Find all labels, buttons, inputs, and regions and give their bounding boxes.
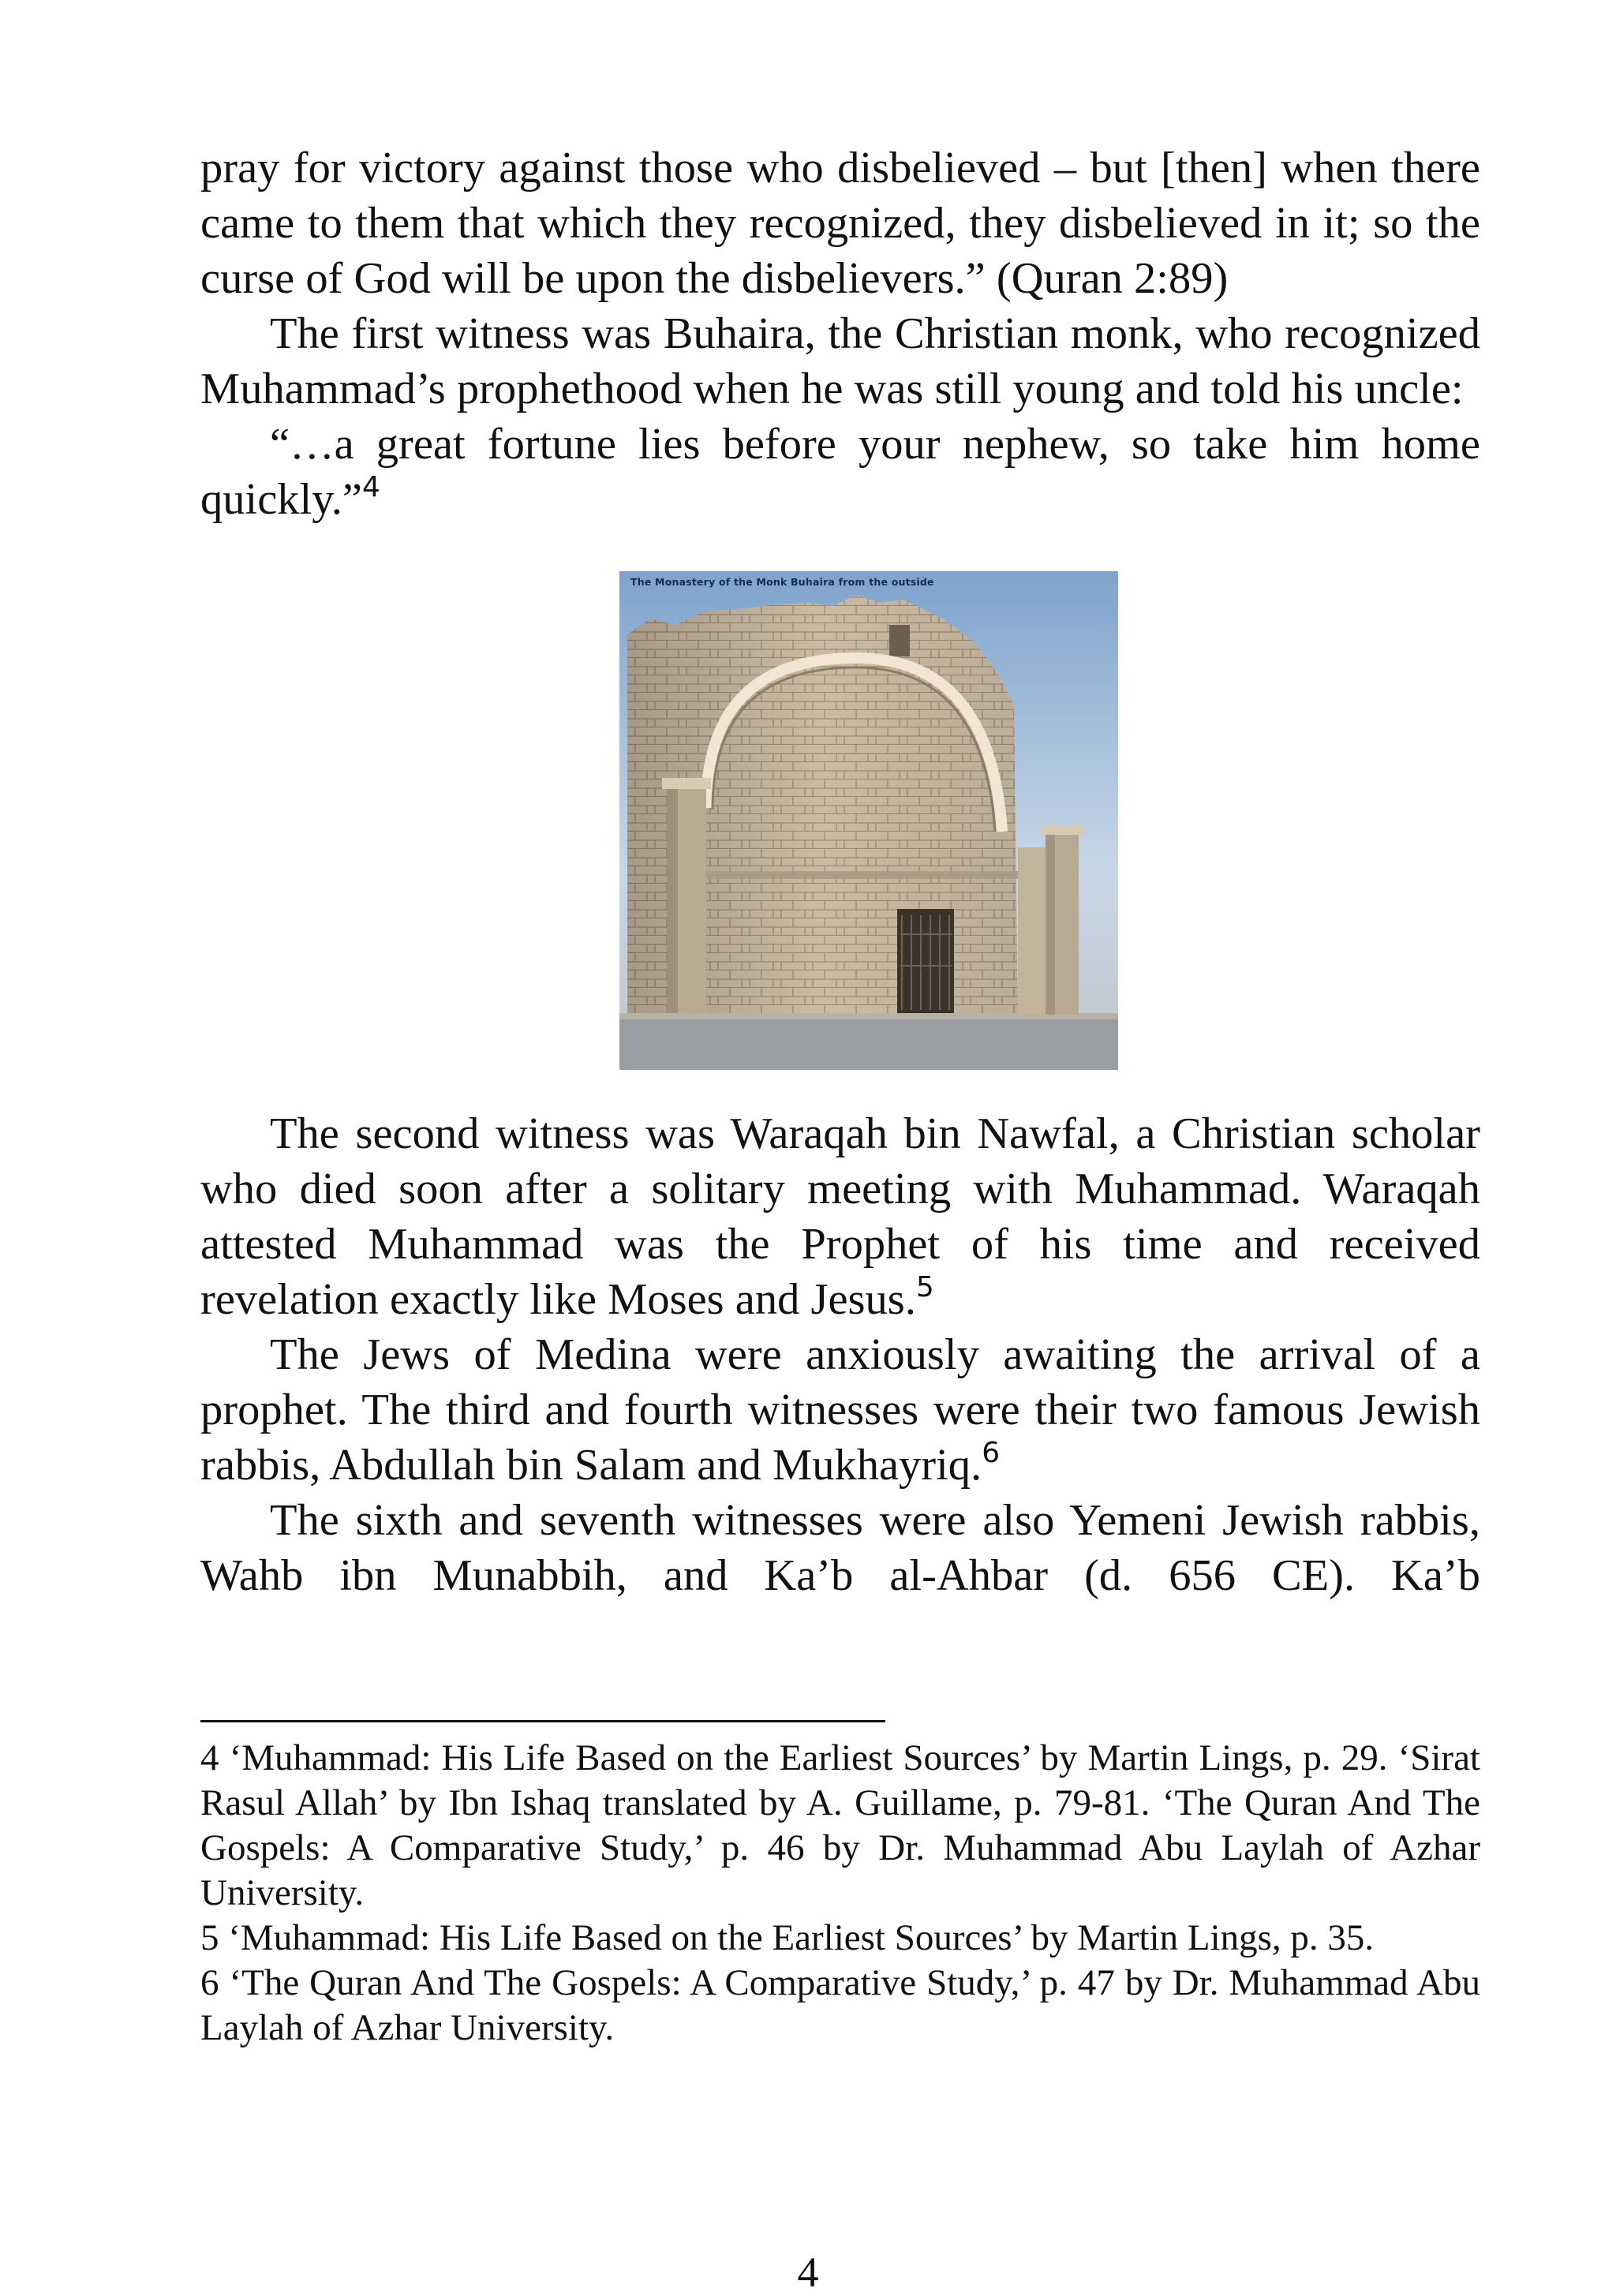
footnote: 4 ‘Muhammad: His Life Based on the Earliest Sources’ by Martin Lings, p. 29. ‘Sirat Rasul Allah’ by Ibn Ishaq translated by A. Guillame, p. 79-81. ‘The Quran And The Gospels: A Comparative Study,’ p. 46 by Dr. Muhammad Abu Laylah of Azhar University. [200,1737,1480,1913]
footnotes [200,1736,1480,2051]
paragraph-text: The second witness was Waraqah bin Nawfal, a Christian scholar who died soon after a solitary meeting with Muhammad. Waraqah attested Muhammad was the Prophet of his time and received revelation exactly like Moses and Jesus. [200,1109,1480,1324]
footnote: 6 ‘The Quran And The Gospels: A Comparative Study,’ p. 47 by Dr. Muhammad Abu Laylah of Azhar University. [200,1962,1480,2048]
footnote-ref[interactable]: 6 [982,1437,1001,1469]
paragraph-text: “…a great fortune lies before your nephew, so take him home quickly.” [200,420,1480,524]
paragraph-text: The Jews of Medina were anxiously awaiting the arrival of a prophet. The third and fourth witnesses were their two famous Jewish rabbis, Abdullah bin Salam and Mukhayriq. [200,1330,1480,1490]
figure-caption: The Monastery of the Monk Buhaira from the outside [630,576,934,588]
ground [619,1017,1118,1070]
paragraph [200,417,1480,527]
monastery-illustration [619,571,1118,1070]
paragraph [200,1327,1480,1493]
footnote: 5 ‘Muhammad: His Life Based on the Earliest Sources’ by Martin Lings, p. 35. [200,1917,1375,1958]
paragraph-text: pray for victory against those who disbelieved – but [then] when there came to them that which they recognized, they disbelieved in it; so the curse of God will be upon the disbelievers.” (Quran 2:89) [200,144,1480,303]
window [889,625,910,656]
footnote-separator [200,1720,885,1722]
footnote-ref[interactable]: 4 [362,471,380,503]
paragraph [200,140,1480,306]
monastery-photo [619,571,1118,1070]
body-text-top [200,140,1480,527]
paragraph [200,1493,1480,1603]
paragraph-text: The sixth and seventh witnesses were also Yemeni Jewish rabbis, Wahb ibn Munabbih, and Ka’b al-Ahbar (d. 656 CE). Ka’b [200,1496,1480,1600]
paragraph [200,306,1480,417]
page-number: 4 [797,2249,819,2296]
footnote-ref[interactable]: 5 [915,1271,934,1303]
body-text-bottom [200,1106,1480,1603]
doorway [897,909,954,1013]
paragraph-text: The first witness was Buhaira, the Christian monk, who recognized Muhammad’s prophethood when he was still young and told his uncle: [200,309,1480,413]
paragraph [200,1106,1480,1327]
